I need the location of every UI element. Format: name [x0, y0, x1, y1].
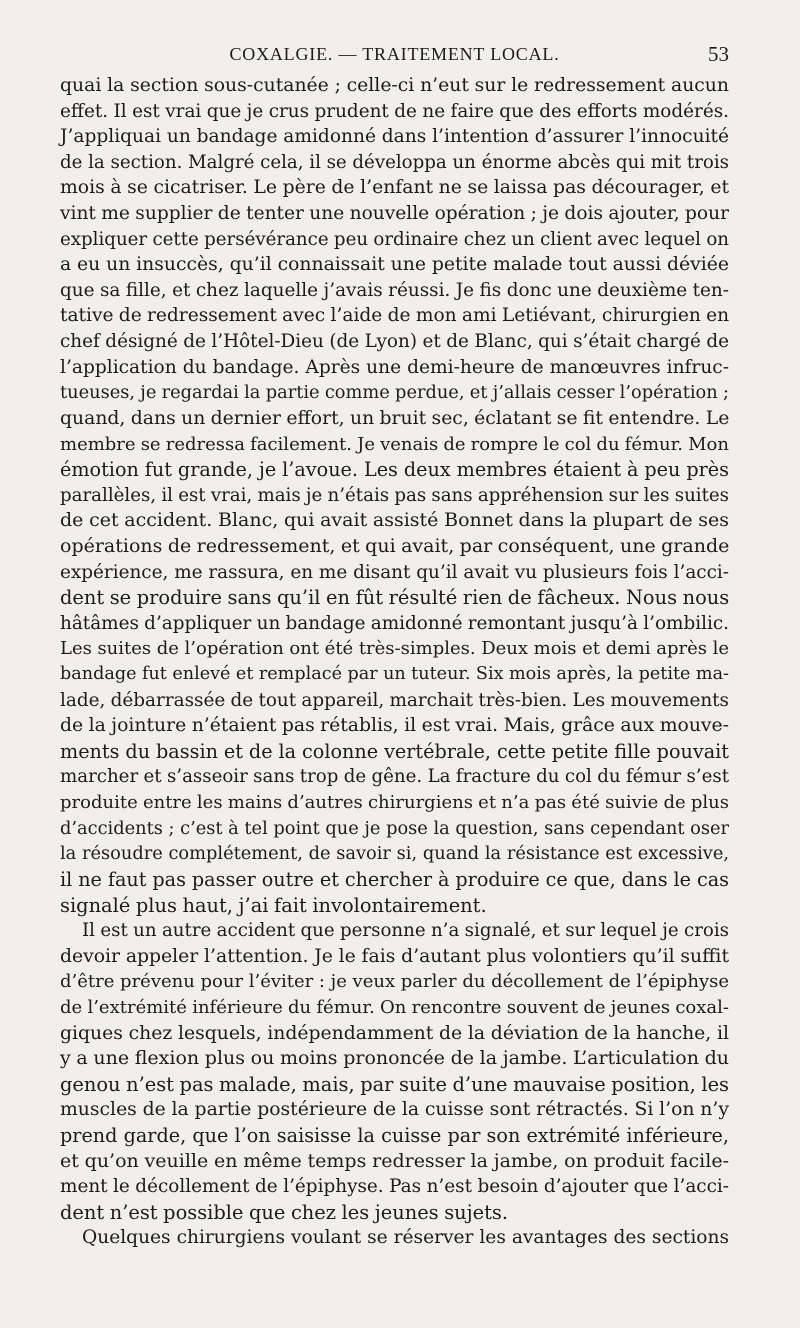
- text-line: expérience, me rassura, en me disant qu’il avait vu plusieurs fois l’acci-: [60, 561, 729, 583]
- text-line: de cet accident. Blanc, qui avait assisté Bonnet dans la plupart de ses: [60, 509, 729, 532]
- text-line: opérations de redressement, et qui avait, par conséquent, une grande: [60, 534, 730, 557]
- text-line: Les suites de l’opération ont été très-simples. Deux mois et demi après le: [60, 638, 729, 660]
- text-line: giques chez lesquels, indépendamment de la déviation de la hanche, il: [60, 1022, 729, 1044]
- text-line: bandage fut enlevé et remplacé par un tuteur. Six mois après, la petite ma-: [60, 664, 729, 685]
- text-line: Il est un autre accident que personne n’a signalé, et sur lequel je crois: [82, 920, 729, 942]
- text-line: de la jointure n’étaient pas rétablis, il est vrai. Mais, grâce aux mouve-: [60, 715, 729, 737]
- text-line: dent se produire sans qu’il en fût résulté rien de fâcheux. Nous nous: [60, 586, 730, 610]
- text-line: que sa fille, et chez laquelle j’avais réussi. Je fis donc une deuxième ten-: [60, 279, 729, 301]
- text-line: quai la section sous-cutanée ; celle-ci n’eut sur le redressement aucun: [60, 75, 729, 96]
- text-line: J’appliquai un bandage amidonné dans l’intention d’assurer l’innocuité: [60, 126, 729, 148]
- text-line: l’application du bandage. Après une demi-heure de manœuvres infruc-: [60, 356, 729, 378]
- text-line: la résoudre complétement, de savoir si, quand la résistance est excessive,: [60, 843, 729, 865]
- text-line: muscles de la partie postérieure de la cuisse sont rétractés. Si l’on n’y: [60, 1099, 729, 1121]
- text-line: chef désigné de l’Hôtel-Dieu (de Lyon) et de Blanc, qui s’était chargé de: [60, 331, 729, 353]
- text-line: et qu’on veuille en même temps redresser la jambe, on produit facile-: [60, 1149, 729, 1172]
- text-line: d’accidents ; c’est à tel point que je pose la question, sans cependant oser: [60, 817, 729, 839]
- text-line: tueuses, je regardai la partie comme perdue, et j’allais cesser l’opération ;: [60, 382, 729, 404]
- text-line: prend garde, que l’on saisisse la cuisse par son extrémité inférieure,: [60, 1123, 729, 1147]
- text-line: parallèles, il est vrai, mais je n’étais pas sans appréhension sur les suites: [60, 484, 729, 506]
- running-title: COXALGIE. — TRAITEMENT LOCAL.: [229, 44, 560, 64]
- text-line: ments du bassin et de la colonne vertébrale, cette petite fille pouvait: [60, 739, 729, 763]
- text-line: dent n’est possible que chez les jeunes sujets.: [60, 1200, 509, 1224]
- text-line: émotion fut grande, je l’avoue. Les deux membres étaient à peu près: [60, 458, 729, 482]
- page-number: 53: [708, 42, 729, 66]
- text-line: lade, débarrassée de tout appareil, marchait très-bien. Les mouvements: [60, 689, 729, 711]
- text-line: signalé plus haut, j’ai fait involontairement.: [60, 893, 487, 917]
- text-line: mois à se cicatriser. Le père de l’enfant ne se laissa pas décourager, et: [60, 177, 729, 199]
- text-line: expliquer cette persévérance peu ordinaire chez un client avec lequel on: [60, 228, 729, 250]
- text-line: de la section. Malgré cela, il se développa un énorme abcès qui mit trois: [60, 151, 729, 173]
- text-line: de l’extrémité inférieure du fémur. On rencontre souvent de jeunes coxal-: [60, 996, 729, 1018]
- text-line: marcher et s’asseoir sans trop de gêne. La fracture du col du fémur s’est: [60, 766, 729, 788]
- text-line: membre se redressa facilement. Je venais de rompre le col du fémur. Mon: [60, 433, 729, 455]
- text-line: d’être prévenu pour l’éviter : je veux parler du décollement de l’épiphyse: [60, 971, 729, 993]
- text-line: devoir appeler l’attention. Je le fais d’autant plus volontiers qu’il suffit: [60, 945, 729, 967]
- page-header: [60, 38, 729, 74]
- text-line: vint me supplier de tenter une nouvelle opération ; je dois ajouter, pour: [60, 203, 729, 225]
- text-line: tative de redressement avec l’aide de mon ami Letiévant, chirurgien en: [60, 305, 730, 327]
- text-line: ment le décollement de l’épiphyse. Pas n’est besoin d’ajouter que l’acci-: [60, 1176, 729, 1198]
- text-line: hâtâmes d’appliquer un bandage amidonné remontant jusqu’à l’ombilic.: [60, 612, 730, 634]
- text-line: Quelques chirurgiens voulant se réserver les avantages des sections: [82, 1227, 729, 1249]
- text-line: a eu un insuccès, qu’il connaissait une petite malade tout aussi déviée: [60, 254, 729, 276]
- text-line: y a une flexion plus ou moins prononcée de la jambe. L’articulation du: [60, 1047, 729, 1070]
- text-line: produite entre les mains d’autres chirurgiens et n’a pas été suivie de plus: [60, 792, 729, 814]
- text-line: il ne faut pas passer outre et chercher à produire ce que, dans le cas: [60, 867, 729, 891]
- text-line: genou n’est pas malade, mais, par suite d’une mauvaise position, les: [60, 1072, 729, 1096]
- text-line: quand, dans un dernier effort, un bruit sec, éclatant se fit entendre. Le: [60, 407, 730, 429]
- body-text: [60, 73, 729, 1251]
- text-line: effet. Il est vrai que je crus prudent de ne faire que des efforts modérés.: [60, 100, 729, 122]
